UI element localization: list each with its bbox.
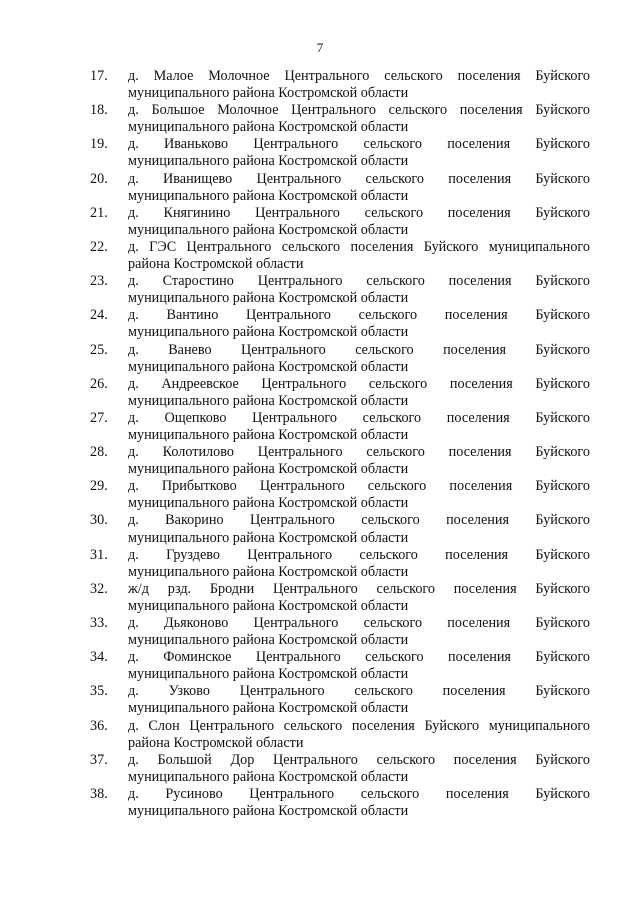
item-text-line-2: муниципального района Костромской области xyxy=(128,666,409,683)
list-item xyxy=(90,410,590,444)
item-text xyxy=(128,683,590,717)
item-number: 26. xyxy=(90,375,108,392)
list-item xyxy=(90,615,590,649)
item-number: 38. xyxy=(90,785,108,802)
item-text-line-1: д. Андреевское Центрального сельского поселения Буйского xyxy=(128,375,590,392)
item-text xyxy=(128,718,590,752)
item-number: 29. xyxy=(90,478,108,495)
item-text-line-2: муниципального района Костромской области xyxy=(128,803,409,820)
item-number: 24. xyxy=(90,307,108,324)
item-text-line-2: муниципального района Костромской области xyxy=(128,700,409,717)
item-text-line-1: д. Прибытково Центрального сельского поселения Буйского xyxy=(128,478,590,495)
item-number: 33. xyxy=(90,615,108,631)
item-number: 18. xyxy=(90,102,108,119)
list-item xyxy=(90,102,590,136)
item-text-line-1: д. Русиново Центрального сельского поселения Буйского xyxy=(128,785,590,802)
item-text-line-1: д. Большой Дор Центрального сельского поселения Буйского xyxy=(128,751,590,768)
list-item xyxy=(90,273,590,307)
item-text-line-2: муниципального района Костромской области xyxy=(128,221,409,238)
item-text-line-2: района Костромской области xyxy=(128,256,304,273)
item-number: 37. xyxy=(90,751,108,768)
item-text xyxy=(128,786,590,820)
item-text xyxy=(128,581,590,615)
item-text xyxy=(128,102,590,136)
item-text-line-1: д. Большое Молочное Центрального сельского поселения Буйского xyxy=(128,102,590,119)
item-text xyxy=(128,649,590,683)
item-number: 30. xyxy=(90,512,108,529)
item-text xyxy=(128,239,590,273)
item-number: 27. xyxy=(90,409,108,426)
item-text-line-2: муниципального района Костромской области xyxy=(128,495,409,512)
item-text-line-1: д. Малое Молочное Центрального сельского поселения Буйского xyxy=(128,68,590,84)
list-item xyxy=(90,649,590,683)
item-text xyxy=(128,478,590,512)
item-text-line-1: ж/д рзд. Бродни Центрального сельского поселения Буйского xyxy=(128,580,590,597)
list-item xyxy=(90,752,590,786)
item-text-line-1: д. Слон Центрального сельского поселения Буйского муниципального xyxy=(128,717,590,734)
list-item xyxy=(90,205,590,239)
item-text-line-1: д. Ощепково Центрального сельского поселения Буйского xyxy=(128,409,590,426)
item-text-line-2: муниципального района Костромской области xyxy=(128,461,409,478)
item-number: 35. xyxy=(90,683,108,700)
item-text xyxy=(128,444,590,478)
item-text-line-1: д. Груздево Центрального сельского поселения Буйского xyxy=(128,546,590,563)
list-item xyxy=(90,683,590,717)
item-text xyxy=(128,376,590,410)
list-item xyxy=(90,376,590,410)
item-text xyxy=(128,410,590,444)
item-text xyxy=(128,615,590,649)
list-item xyxy=(90,478,590,512)
list-item xyxy=(90,581,590,615)
item-number: 31. xyxy=(90,546,108,563)
list-item xyxy=(90,68,590,102)
list-item xyxy=(90,718,590,752)
item-text xyxy=(128,547,590,581)
item-text-line-1: д. Княгинино Центрального сельского поселения Буйского xyxy=(128,204,590,221)
list-item xyxy=(90,786,590,820)
item-text-line-2: муниципального района Костромской области xyxy=(128,563,409,580)
item-text xyxy=(128,171,590,205)
item-text-line-1: д. Дьяконово Центрального сельского поселения Буйского xyxy=(128,615,590,631)
list-item xyxy=(90,444,590,478)
list-item xyxy=(90,512,590,546)
item-text-line-1: д. Иванищево Центрального сельского поселения Буйского xyxy=(128,170,590,187)
item-text xyxy=(128,752,590,786)
item-text-line-2: муниципального района Костромской области xyxy=(128,85,409,102)
item-number: 22. xyxy=(90,238,108,255)
item-number: 21. xyxy=(90,204,108,221)
item-text-line-2: муниципального района Костромской области xyxy=(128,358,409,375)
item-text-line-1: д. Фоминское Центрального сельского поселения Буйского xyxy=(128,649,590,666)
item-number: 32. xyxy=(90,580,108,597)
item-number: 28. xyxy=(90,444,108,461)
item-text xyxy=(128,273,590,307)
item-number: 23. xyxy=(90,273,108,290)
item-text-line-2: муниципального района Костромской области xyxy=(128,153,409,170)
list-item xyxy=(90,547,590,581)
item-text-line-2: района Костромской области xyxy=(128,734,304,751)
item-text-line-1: д. Вакорино Центрального сельского поселения Буйского xyxy=(128,512,590,529)
item-text xyxy=(128,342,590,376)
list-item xyxy=(90,342,590,376)
item-text xyxy=(128,68,590,102)
item-text-line-2: муниципального района Костромской области xyxy=(128,768,409,785)
list-item xyxy=(90,307,590,341)
item-text-line-1: д. Иваньково Центрального сельского поселения Буйского xyxy=(128,136,590,153)
item-text-line-1: д. Вантино Центрального сельского поселения Буйского xyxy=(128,307,590,324)
item-text-line-2: муниципального района Костромской области xyxy=(128,119,409,136)
item-number: 36. xyxy=(90,717,108,734)
item-text-line-1: д. Колотилово Центрального сельского поселения Буйского xyxy=(128,444,590,461)
page-number: 7 xyxy=(316,40,324,55)
list-item xyxy=(90,136,590,170)
item-text-line-1: д. Старостино Центрального сельского поселения Буйского xyxy=(128,273,590,290)
list-item xyxy=(90,171,590,205)
item-text-line-2: муниципального района Костромской области xyxy=(128,324,409,341)
item-text xyxy=(128,512,590,546)
item-text-line-1: д. Ванево Центрального сельского поселения Буйского xyxy=(128,341,590,358)
item-number: 25. xyxy=(90,341,108,358)
list-item xyxy=(90,239,590,273)
item-text-line-2: муниципального района Костромской области xyxy=(128,529,409,546)
item-number: 17. xyxy=(90,68,108,84)
item-text-line-2: муниципального района Костромской области xyxy=(128,290,409,307)
item-text-line-2: муниципального района Костромской области xyxy=(128,597,409,614)
item-text-line-2: муниципального района Костромской области xyxy=(128,392,409,409)
item-text xyxy=(128,205,590,239)
settlement-list xyxy=(90,68,590,820)
item-text-line-1: д. Узково Центрального сельского поселения Буйского xyxy=(128,683,590,700)
item-number: 20. xyxy=(90,170,108,187)
item-text xyxy=(128,307,590,341)
item-text xyxy=(128,136,590,170)
item-text-line-2: муниципального района Костромской области xyxy=(128,426,409,443)
item-text-line-2: муниципального района Костромской области xyxy=(128,187,409,204)
item-number: 19. xyxy=(90,136,108,153)
item-number: 34. xyxy=(90,649,108,666)
item-text-line-2: муниципального района Костромской области xyxy=(128,632,409,649)
item-text-line-1: д. ГЭС Центрального сельского поселения Буйского муниципального xyxy=(128,238,590,255)
